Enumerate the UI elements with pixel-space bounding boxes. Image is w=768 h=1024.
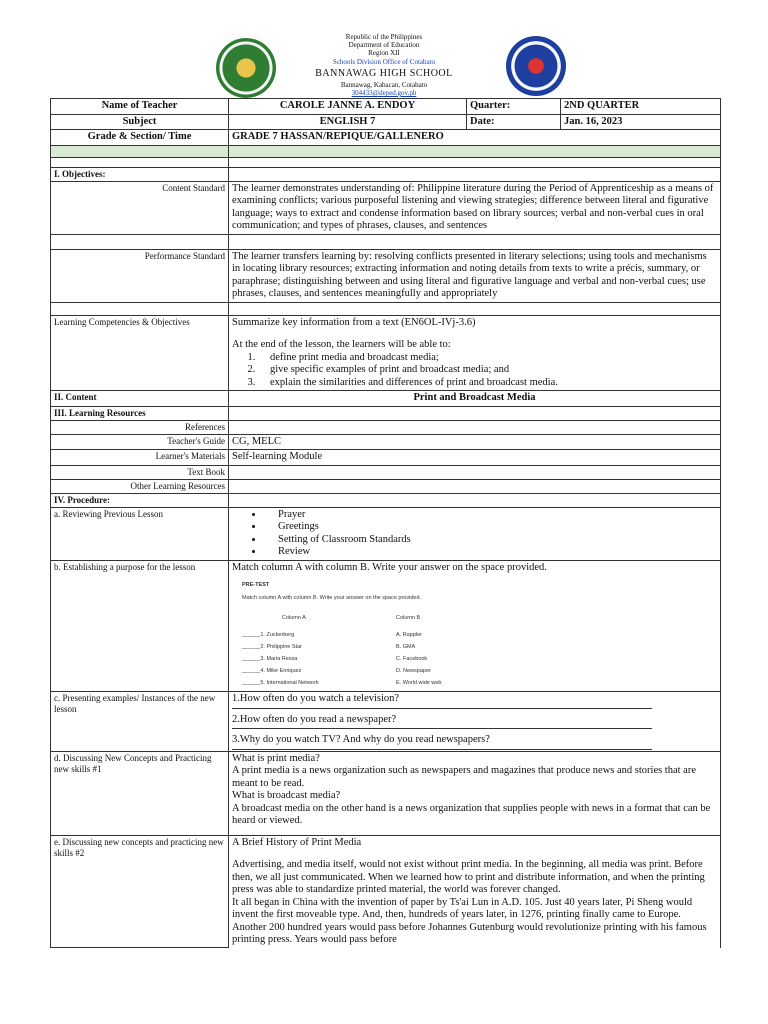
subject-label: Subject — [51, 114, 229, 130]
spacer — [51, 145, 229, 157]
review-list — [232, 509, 717, 559]
reviewing-label: a. Reviewing Previous Lesson — [51, 507, 229, 560]
header-school: BANNAWAG HIGH SCHOOL — [315, 68, 453, 79]
subject-value: ENGLISH 7 — [229, 114, 467, 130]
spacer — [229, 479, 721, 493]
competency-label: Learning Competencies & Objectives — [51, 315, 229, 391]
purpose-cell — [229, 560, 721, 692]
objective-item: 2. give specific examples of print and broadcast media; and — [258, 364, 717, 377]
discussing-1-label: d. Discussing New Concepts and Practicing new skills #1 — [51, 751, 229, 835]
review-item: • Review — [264, 546, 717, 559]
presenting-label: c. Presenting examples/ Instances of the new lesson — [51, 692, 229, 752]
other-resources-label: Other Learning Resources — [51, 479, 229, 493]
pretest-a-item: ______3. Maria Ressa — [242, 656, 298, 662]
pretest-b-item: E. World wide web — [396, 680, 442, 686]
teachers-guide-value: CG, MELC — [229, 434, 721, 450]
question: 1.How often do you watch a television? — [232, 693, 400, 704]
date-value: Jan. 16, 2023 — [561, 114, 721, 130]
pretest-a-item: ______2. Philippine Star — [242, 644, 302, 650]
competency-text: Summarize key information from a text (EN6OL-IVj-3.6) — [232, 316, 476, 328]
pretest-column-b: Column B — [396, 615, 421, 621]
teacher-name: CAROLE JANNE A. ENDOY — [229, 99, 467, 115]
objectives-list — [232, 352, 717, 390]
teachers-guide-label: Teacher's Guide — [51, 434, 229, 450]
review-item: • Setting of Classroom Standards — [264, 534, 717, 547]
pretest-b-item: B. GMA — [396, 644, 416, 650]
purpose-label: b. Establishing a purpose for the lesson — [51, 560, 229, 692]
resources-heading: III. Learning Resources — [51, 406, 229, 420]
content-standard-text: The learner demonstrates understanding of: Philippine literature during the Period of Apprenticeship as a means of examining conflicts; various purposeful listening and viewing strategies; difference between literal and figurative language; ways to extract and condense information based on library sources; verbal and non-verbal cues in oral communication; and types of phrases, clauses, and sentences — [229, 181, 721, 234]
reviewing-cell — [229, 507, 721, 560]
spacer — [229, 465, 721, 479]
quarter-value: 2ND QUARTER — [561, 99, 721, 115]
document-header — [0, 0, 768, 98]
pretest-a-item: ______1. Zuckerberg — [242, 632, 295, 638]
pretest-b-item: D. Newspaper — [396, 668, 431, 674]
pretest-a-item: ______5. International Network — [242, 680, 319, 686]
learners-materials-value: Self-learning Module — [229, 450, 721, 466]
pretest-instruction: Match column A with column B. Write your answer on the space provided. — [242, 595, 422, 601]
pretest-b-item: C. Facebook — [396, 656, 428, 662]
competency-cell — [229, 315, 721, 391]
header-email[interactable]: 304433@deped.gov.ph — [351, 89, 417, 97]
purpose-text: Match column A with column B. Write your answer on the space provided. — [232, 561, 547, 573]
header-department: Department of Education — [348, 41, 420, 49]
concept-answer: A print media is a news organization such as newspapers and magazines that produce news and stories that are meant to be read. — [232, 765, 696, 789]
spacer — [229, 234, 721, 249]
header-address: Bannawag, Kabacan, Cotabato — [340, 81, 428, 89]
date-label: Date: — [467, 114, 561, 130]
spacer — [229, 493, 721, 507]
content-heading: II. Content — [51, 391, 229, 407]
spacer — [51, 234, 229, 249]
header-region: Region XII — [368, 49, 400, 57]
pretest-image — [232, 574, 717, 690]
discussing-1-cell — [229, 751, 721, 835]
spacer — [229, 145, 721, 157]
history-paragraph: It all began in China with the invention of paper by Ts'ai Lun in A.D. 105. Just 40 years later, Pi Sheng would invent the first moveable type. And, then, hundreds of years later, in 1276, printing finally came to Europe. — [232, 896, 693, 920]
objectives-intro: At the end of the lesson, the learners will be able to: — [232, 339, 451, 350]
content-standard-label: Content Standard — [51, 181, 229, 234]
discussing-2-cell — [229, 835, 721, 948]
textbook-label: Text Book — [51, 465, 229, 479]
question: 2.How often do you read a newspaper? — [232, 713, 397, 725]
objectives-heading: I. Objectives: — [51, 167, 229, 181]
pretest-title: PRE-TEST — [242, 582, 270, 588]
references-label: References — [51, 420, 229, 434]
header-republic: Republic of the Philippines — [345, 33, 423, 41]
learners-materials-label: Learner's Materials — [51, 450, 229, 466]
grade-value: GRADE 7 HASSAN/REPIQUE/GALLENERO — [229, 130, 721, 146]
review-item: • Greetings — [264, 521, 717, 534]
grade-label: Grade & Section/ Time — [51, 130, 229, 146]
concept-question: What is broadcast media? — [232, 790, 341, 801]
answer-line — [232, 708, 652, 709]
spacer — [229, 302, 721, 315]
performance-standard-text: The learner transfers learning by: resolving conflicts presented in literary selections; using tools and mechanisms in locating library resources; extracting information and noting details from texts to write a précis, summary, or paraphrase; distinguishing between and using literal and figurative language and verbal and non-verbal cues; use phrases, clauses, and sentences meaningfully and appropriately — [229, 249, 721, 302]
content-value: Print and Broadcast Media — [229, 391, 721, 407]
spacer — [229, 167, 721, 181]
discussing-2-label: e. Discussing new concepts and practicing new skills #2 — [51, 835, 229, 948]
quarter-label: Quarter: — [467, 99, 561, 115]
pretest-column-a: Column A — [282, 615, 306, 621]
question: 3.Why do you watch TV? And why do you read newspapers? — [232, 734, 490, 745]
history-title: A Brief History of Print Media — [232, 836, 362, 848]
concept-answer: A broadcast media on the other hand is a news organization that supplies people with news in a format that can be heard or viewed. — [232, 802, 711, 826]
spacer — [51, 157, 229, 167]
header-division: Schools Division Office of Cotabato — [332, 58, 436, 66]
objective-item: 1. define print media and broadcast media; — [258, 352, 717, 365]
spacer — [229, 420, 721, 434]
spacer — [229, 157, 721, 167]
spacer — [51, 302, 229, 315]
lesson-plan-table — [50, 98, 721, 948]
presenting-cell — [229, 692, 721, 752]
performance-standard-label: Performance Standard — [51, 249, 229, 302]
answer-line — [232, 728, 652, 729]
review-item: • Prayer — [264, 509, 717, 522]
history-paragraph: Another 200 hundred years would pass before Johannes Gutenburg would revolutionize printing with his famous printing press. Years would pass before — [232, 921, 707, 945]
pretest-a-item: ______4. Mike Enriquez — [242, 668, 302, 674]
objective-item: 3. explain the similarities and differences of print and broadcast media. — [258, 377, 717, 390]
spacer — [229, 406, 721, 420]
teacher-label: Name of Teacher — [51, 99, 229, 115]
history-paragraph: Advertising, and media itself, would not exist without print media. In the beginning, all media was print. Before then, we all just communicated. When we learned how to print and distribute information, and when the printing press was able to standardize printed material, the world was forever changed. — [232, 859, 705, 895]
concept-question: What is print media? — [232, 752, 320, 764]
answer-line — [232, 749, 652, 750]
pretest-b-item: A. Rappler — [396, 632, 422, 638]
procedure-heading: IV. Procedure: — [51, 493, 229, 507]
